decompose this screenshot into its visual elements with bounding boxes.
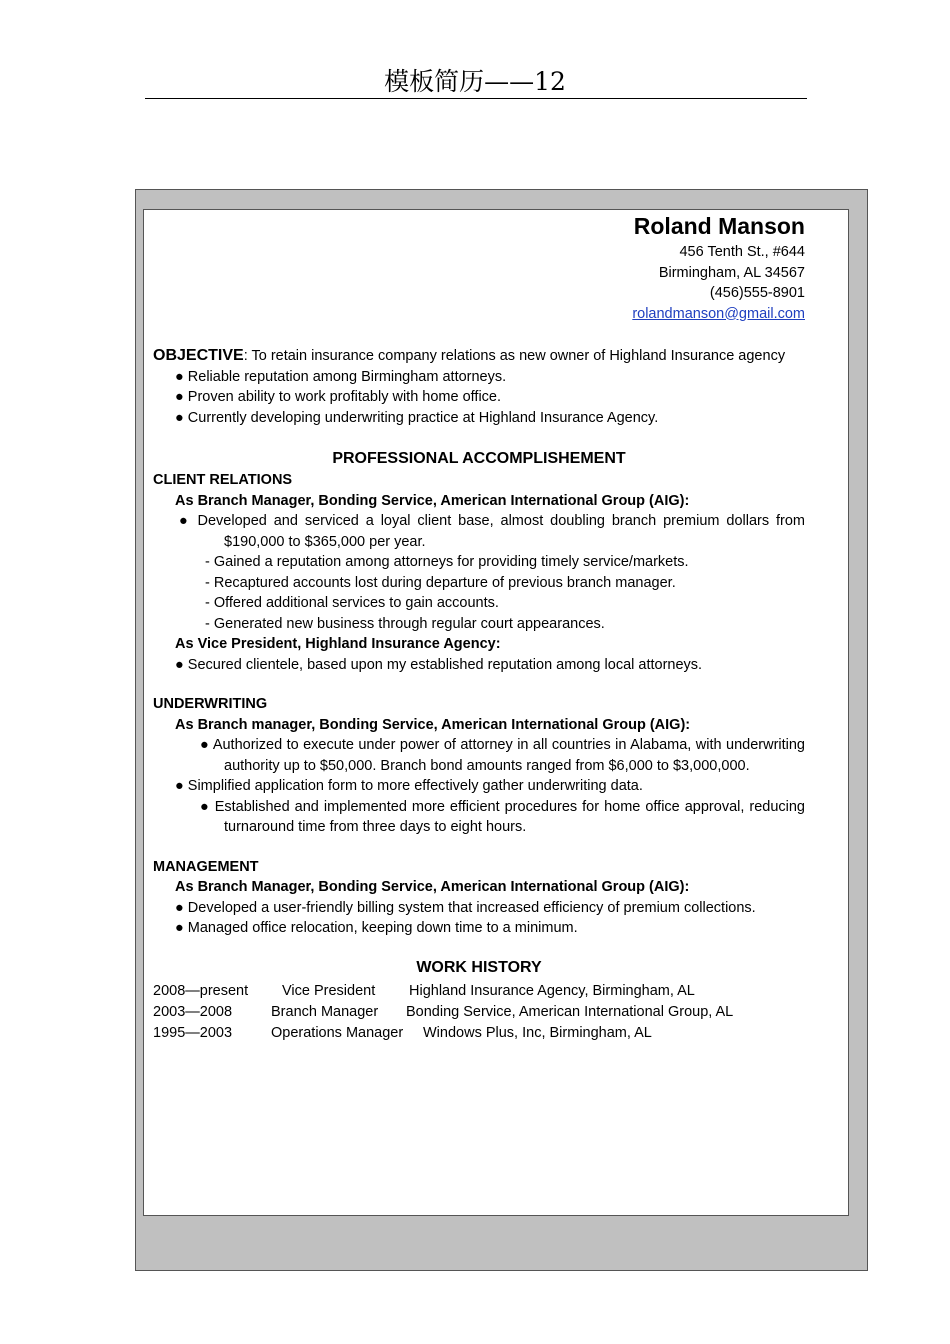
objective-bullet: ● Proven ability to work profitably with home office. — [175, 389, 502, 405]
management-title: MANAGEMENT — [153, 858, 259, 875]
role-heading: As Branch Manager, Bonding Service, American International Group (AIG): — [175, 492, 690, 509]
work-history-heading: WORK HISTORY — [416, 958, 542, 976]
candidate-name: Roland Manson — [633, 213, 805, 239]
email-link[interactable]: rolandmanson@gmail.com — [632, 305, 805, 322]
address-line-2: Birmingham, AL 34567 — [658, 264, 805, 281]
underwriting-section — [153, 694, 805, 838]
accomplishment-detail: - Offered additional services to gain accounts. — [205, 595, 499, 611]
title-divider — [145, 98, 807, 99]
objective-bullet: ● Currently developing underwriting practice at Highland Insurance Agency. — [175, 409, 659, 426]
phone: (456)555-8901 — [709, 285, 805, 301]
work-title: Branch Manager — [271, 1003, 379, 1020]
objective-bullet: ● Reliable reputation among Birmingham attorneys. — [175, 368, 507, 385]
accomplishment-detail: - Gained a reputation among attorneys for providing timely service/markets. — [205, 554, 689, 570]
accomplishment-bullet: ● Developed a user-friendly billing system that increased efficiency of premium collections. — [175, 899, 756, 916]
accomplishment-bullet: ● Established and implemented more efficient procedures for home office approval, reducing turnaround time from three days to eight hours. — [200, 798, 805, 835]
work-title: Operations Manager — [271, 1024, 404, 1041]
accomplishment-bullet: ● Secured clientele, based upon my established reputation among local attorneys. — [175, 656, 703, 673]
resume-content — [153, 210, 805, 1044]
work-dates: 2003—2008 — [153, 1003, 233, 1020]
work-company: Highland Insurance Agency, Birmingham, AL — [409, 982, 695, 999]
address-line-1: 456 Tenth St., #644 — [679, 244, 805, 260]
work-history-row — [153, 981, 805, 1002]
accomplishment-bullet: ● Authorized to execute under power of attorney in all countries in Alabama, with underwriting authority up to $50,000. Branch bond amounts ranged from $6,000 to $3,000,000. — [200, 737, 805, 774]
management-section — [153, 857, 805, 939]
work-history-table — [153, 981, 805, 1044]
objective-label: OBJECTIVE — [153, 347, 244, 364]
accomplishment-bullet: ● Developed and serviced a loyal client base, almost doubling branch premium dollars from $190,000 to $365,000 per year. — [179, 513, 805, 550]
page-title: 模板简历——12 — [384, 67, 566, 96]
accomplishment-bullet: ● Managed office relocation, keeping down time to a minimum. — [175, 920, 578, 936]
work-company: Windows Plus, Inc, Birmingham, AL — [423, 1024, 652, 1041]
role-heading: As Branch manager, Bonding Service, American International Group (AIG): — [175, 716, 691, 733]
objective-section — [153, 346, 805, 428]
work-dates: 2008—present — [153, 982, 249, 999]
accomplishment-detail: - Recaptured accounts lost during departure of previous branch manager. — [205, 574, 676, 591]
client-relations-title: CLIENT RELATIONS — [153, 472, 293, 488]
accomplishment-bullet: ● Simplified application form to more effectively gather underwriting data. — [175, 778, 643, 794]
client-relations-section — [153, 470, 805, 675]
underwriting-title: UNDERWRITING — [153, 696, 268, 712]
work-history-row — [153, 1002, 805, 1023]
accomplishment-heading: PROFESSIONAL ACCOMPLISHEMENT — [332, 450, 626, 467]
work-company: Bonding Service, American International Group, AL — [406, 1003, 734, 1020]
role-heading: As Vice President, Highland Insurance Agency: — [175, 636, 501, 652]
accomplishment-detail: - Generated new business through regular court appearances. — [205, 615, 605, 632]
work-title: Vice President — [282, 982, 376, 999]
work-history-row — [153, 1023, 805, 1044]
role-heading: As Branch Manager, Bonding Service, American International Group (AIG): — [175, 879, 690, 895]
objective-text: : To retain insurance company relations as new owner of Highland Insurance agency — [243, 348, 786, 364]
contact-header — [153, 210, 805, 324]
work-dates: 1995—2003 — [153, 1024, 233, 1041]
